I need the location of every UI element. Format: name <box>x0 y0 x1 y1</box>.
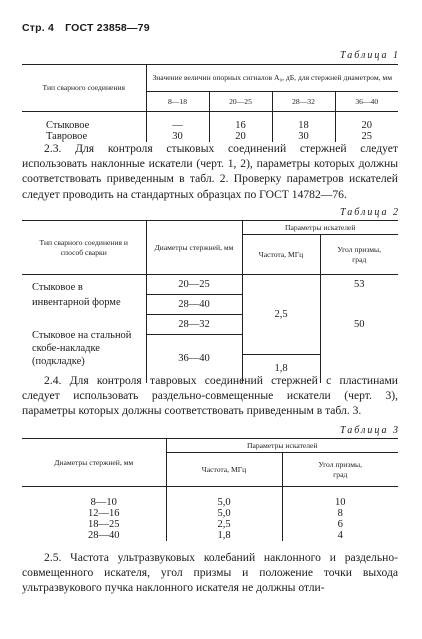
paragraph-2-3-text: 2.3. Для контроля стыковых соединений стержней следует использовать наклонные искатели (черт. 1, 2), параметры которых должны соответствовать приведенным в табл. 2. Проверку параметров искателей следует проводить на стандартных образцах по ГОСТ 14782—76. <box>22 142 398 201</box>
table3-col-angle: Угол призмы, град <box>282 453 398 487</box>
paragraph-2-5 <box>22 550 398 596</box>
table1-cell: 30 <box>146 131 209 142</box>
table3-col-params: Параметры искателей <box>166 439 398 453</box>
table3-freq: 2,5 <box>166 519 282 530</box>
table1-cell: 18 <box>272 120 335 131</box>
table1-range: 8—18 <box>146 92 209 112</box>
table3 <box>22 438 398 541</box>
paragraph-2-3 <box>22 141 398 202</box>
table3-diam: 18—25 <box>88 518 120 530</box>
page-number: Стр. 4 <box>22 22 55 34</box>
table3-angle: 8 <box>282 508 398 519</box>
table1-row <box>22 120 398 131</box>
paragraph-2-4-text: 2.4. Для контроля тавровых соединений стержней с пластинами следует использовать раздельно-совмещенные искатели (черт. 3), параметры которых должны соответствовать приведенным в табл. 3. <box>22 374 398 418</box>
table3-diam: 28—40 <box>88 529 120 541</box>
table1-col-type: Тип сварного соединения <box>22 65 146 112</box>
table2-col-params: Параметры искателей <box>242 221 398 235</box>
table3-freq: 5,0 <box>166 497 282 508</box>
table3-caption: Таблица 3 <box>340 425 400 436</box>
table1-cell: 16 <box>209 120 272 131</box>
table1-cell: 20 <box>209 131 272 142</box>
table3-angle: 10 <box>282 497 398 508</box>
standard-code: ГОСТ 23858—79 <box>65 22 150 34</box>
table2-diam: 20—25 <box>146 275 242 295</box>
table2-freq: 1,8 <box>242 355 320 383</box>
table3-angle: 6 <box>282 519 398 530</box>
table1-caption: Таблица 1 <box>340 50 400 61</box>
table2-diam: 28—32 <box>146 315 242 335</box>
table2 <box>22 220 398 383</box>
table3-col-freq: Частота, МГц <box>166 453 282 487</box>
table3-freq: 1,8 <box>166 530 282 541</box>
table3-diam: 8—10 <box>90 496 117 508</box>
table1 <box>22 64 398 142</box>
page-header <box>22 22 158 34</box>
table1-cell: 30 <box>272 131 335 142</box>
paragraph-2-5-text: 2.5. Частота ультразвуковых колебаний наклонного и раздельно-совмещенного искателя, угол призмы и положение точки выхода ультразвукового пучка наклонного искателя не должны отли- <box>22 551 398 595</box>
table2-row-butt-plate: Стыковое на стальной скобе-накладке (подкладке) <box>32 330 132 367</box>
table2-angle: 50 <box>320 295 398 355</box>
table2-diam: 28—40 <box>146 295 242 315</box>
table3-row <box>22 530 398 541</box>
table2-col-angle: Угол призмы, град <box>320 235 398 275</box>
table1-col-values: Значение величин опорных сигналов A₀, дБ, для стержней диаметром, мм <box>146 65 398 92</box>
table3-row <box>22 519 398 530</box>
table2-col-type: Тип сварного соединения и способ сварки <box>22 221 146 275</box>
table1-range: 28—32 <box>272 92 335 112</box>
table1-row <box>22 131 398 142</box>
table1-range: 20—25 <box>209 92 272 112</box>
table1-cell: 20 <box>335 120 398 131</box>
table2-angle: 53 <box>320 275 398 295</box>
paragraph-2-4 <box>22 373 398 419</box>
table1-row-name: Стыковое <box>46 119 90 131</box>
table3-diam: 12—16 <box>88 507 120 519</box>
table3-angle: 4 <box>282 530 398 541</box>
table1-cell: — <box>146 120 209 131</box>
table2-col-freq: Частота, МГц <box>242 235 320 275</box>
table3-row <box>22 508 398 519</box>
table2-row-butt-form: Стыковое в инвентарной форме <box>32 281 121 308</box>
table1-cell: 25 <box>335 131 398 142</box>
table2-caption: Таблица 2 <box>340 207 400 218</box>
table1-row-name: Тавровое <box>46 130 88 142</box>
table2-col-diam: Диаметры стержней, мм <box>146 221 242 275</box>
table3-freq: 5,0 <box>166 508 282 519</box>
table3-col-diam: Диаметры стержней, мм <box>22 439 166 487</box>
table2-diam: 36—40 <box>146 335 242 383</box>
table2-freq: 2,5 <box>242 275 320 355</box>
table1-range: 36—40 <box>335 92 398 112</box>
table3-row <box>22 497 398 508</box>
